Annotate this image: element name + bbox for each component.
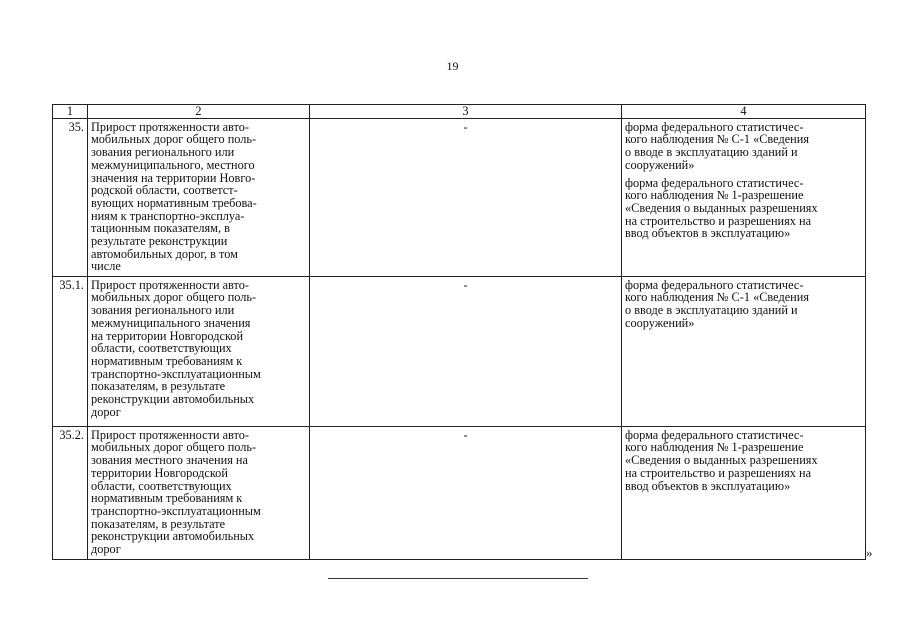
text-line: сооружений» [625, 315, 695, 330]
document-entry [625, 177, 861, 241]
text-line: кого наблюдения № С-1 «Сведения [625, 132, 809, 147]
text-line: зования регионального или [91, 303, 235, 318]
text-line: показателям, в результате [91, 516, 226, 531]
text-line: сооружений» [625, 157, 695, 172]
text-line: «Сведения о выданных разрешениях [625, 200, 818, 215]
text-line: родской области, соответст- [91, 183, 238, 198]
indicator-description [88, 118, 310, 276]
table-row [53, 426, 866, 559]
closing-quote-mark: » [866, 545, 873, 560]
indicator-description [88, 426, 310, 559]
text-line: вующих нормативным требова- [91, 195, 257, 210]
text-line: транспортно-эксплуатационным [91, 503, 261, 518]
text-line: межмуниципального значения [91, 315, 251, 330]
text-line: форма федерального статистичес- [625, 119, 804, 134]
text-line: на строительство и разрешениях на [625, 465, 812, 480]
text-line: показателям, в результате [91, 379, 226, 394]
document-entry [625, 121, 861, 172]
text-line: ниям к транспортно-эксплуа- [91, 208, 245, 223]
text-line: мобильных дорог общего поль- [91, 132, 257, 147]
text-line: реконструкции автомобильных [91, 529, 255, 544]
table-row [53, 118, 866, 276]
source-documents [622, 276, 866, 426]
text-line: «Сведения о выданных разрешениях [625, 453, 818, 468]
text-line: кого наблюдения № 1-разрешение [625, 188, 804, 203]
text-line: форма федерального статистичес- [625, 277, 804, 292]
source-documents [622, 118, 866, 276]
column-header: 1 [53, 105, 88, 119]
text-line: нормативным требованиям к [91, 491, 243, 506]
text-line: о вводе в эксплуатацию зданий и [625, 303, 798, 318]
text-line: Прирост протяженности авто- [91, 277, 250, 292]
text-line: форма федерального статистичес- [625, 175, 804, 190]
text-line: мобильных дорог общего поль- [91, 440, 257, 455]
indicator-table [52, 104, 866, 560]
text-line: нормативным требованиям к [91, 353, 243, 368]
table-row [53, 276, 866, 426]
text-line: о вводе в эксплуатацию зданий и [625, 145, 798, 160]
data-source: - [310, 118, 622, 276]
text-line: дорог [91, 542, 121, 557]
text-line: дорог [91, 404, 121, 419]
text-line: автомобильных дорог, в том [91, 246, 238, 261]
document-entry [625, 279, 861, 330]
column-header: 3 [310, 105, 622, 119]
text-line: тационным показателям, в [91, 221, 230, 236]
data-source: - [310, 276, 622, 426]
text-line: на строительство и разрешениях на [625, 213, 812, 228]
indicator-description [88, 276, 310, 426]
data-source: - [310, 426, 622, 559]
text-line: числе [91, 259, 121, 274]
column-header: 2 [88, 105, 310, 119]
text-line: Прирост протяженности авто- [91, 427, 250, 442]
text-line: результате реконструкции [91, 234, 228, 249]
row-number: 35.2. [53, 426, 88, 559]
text-line: ввод объектов в эксплуатацию» [625, 478, 791, 493]
text-line: ввод объектов в эксплуатацию» [625, 226, 791, 241]
footer-divider [328, 578, 588, 579]
text-line: области, соответствующих [91, 341, 232, 356]
column-header: 4 [622, 105, 866, 119]
text-line: зования местного значения на [91, 453, 248, 468]
text-line: значения на территории Новго- [91, 170, 256, 185]
page-number: 19 [446, 59, 459, 73]
row-number: 35. [53, 118, 88, 276]
text-line: кого наблюдения № 1-разрешение [625, 440, 804, 455]
row-number: 35.1. [53, 276, 88, 426]
text-line: транспортно-эксплуатационным [91, 366, 261, 381]
table-header-row [53, 105, 866, 119]
text-line: мобильных дорог общего поль- [91, 290, 257, 305]
document-entry [625, 429, 861, 493]
text-line: зования регионального или [91, 145, 235, 160]
text-line: реконструкции автомобильных [91, 392, 255, 407]
text-line: межмуниципального, местного [91, 157, 255, 172]
text-line: Прирост протяженности авто- [91, 119, 250, 134]
text-line: территории Новгородской [91, 465, 228, 480]
text-line: кого наблюдения № С-1 «Сведения [625, 290, 809, 305]
text-line: области, соответствующих [91, 478, 232, 493]
source-documents [622, 426, 866, 559]
text-line: на территории Новгородской [91, 328, 244, 343]
text-line: форма федерального статистичес- [625, 427, 804, 442]
